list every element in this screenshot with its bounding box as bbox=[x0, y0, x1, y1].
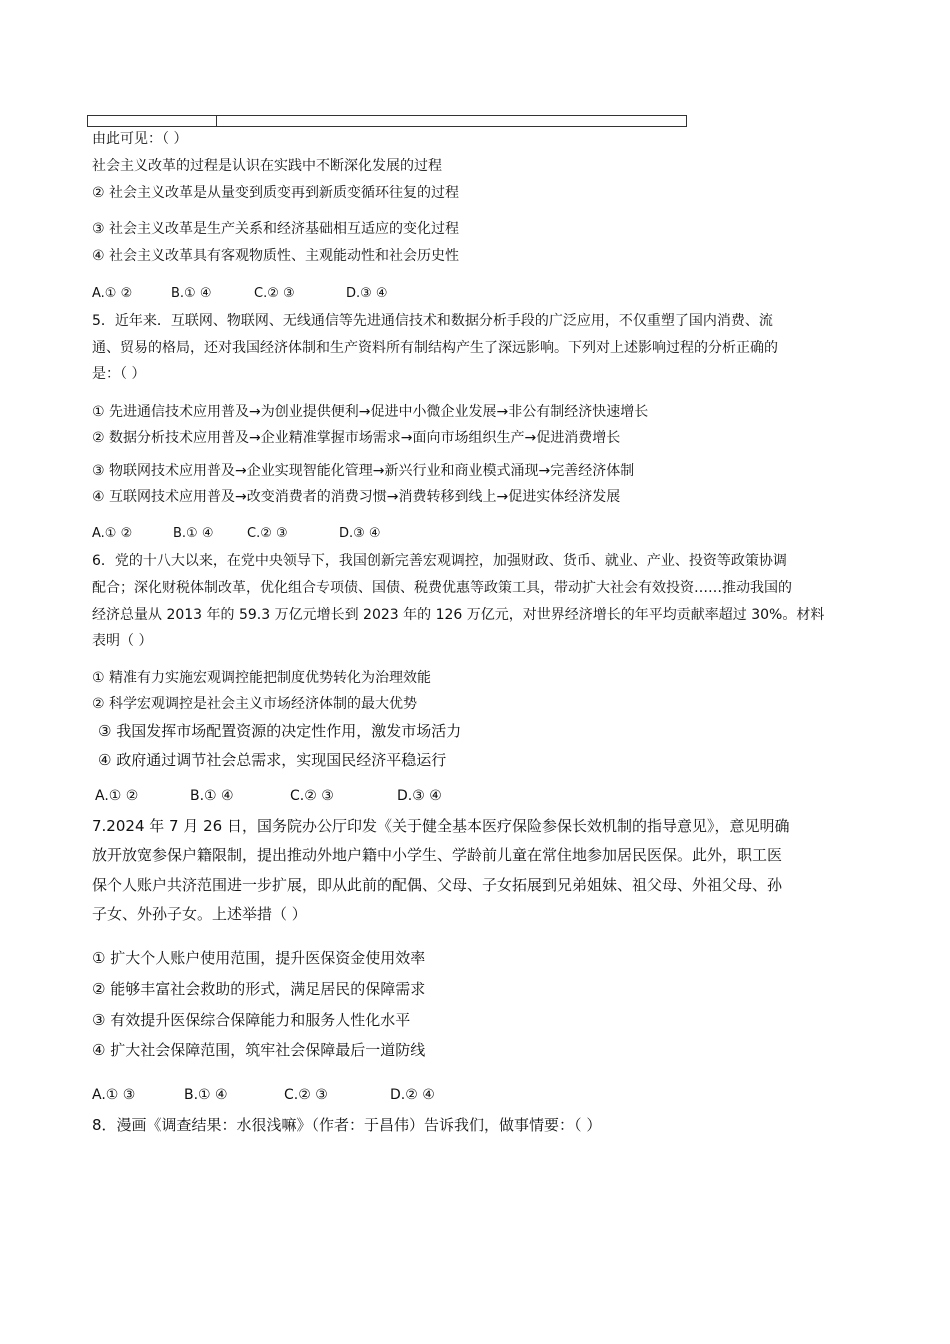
q7-item-4: ④ 扩大社会保障范围，筑牢社会保障最后一道防线 bbox=[92, 1041, 426, 1059]
q6-stem-2: 配合；深化财税体制改革，优化组合专项债、国债、税费优惠等政策工具，带动扩大社会有效投资……推动我国的 bbox=[92, 580, 792, 596]
q4-option-b[interactable]: B.① ④ bbox=[171, 286, 212, 301]
q7-option-c[interactable]: C.② ③ bbox=[284, 1087, 328, 1103]
q6-item-4: ④ 政府通过调节社会总需求，实现国民经济平稳运行 bbox=[98, 751, 447, 769]
q7-option-d[interactable]: D.② ④ bbox=[390, 1087, 435, 1103]
q4-item-4: ④ 社会主义改革具有客观物质性、主观能动性和社会历史性 bbox=[92, 248, 459, 264]
q7-stem-3: 保个人账户共济范围进一步扩展，即从此前的配偶、父母、子女拓展到兄弟姐妹、祖父母、外祖父母、孙 bbox=[92, 876, 783, 894]
q6-stem-3: 经济总量从 2013 年的 59.3 万亿元增长到 2023 年的 126 万亿元，对世界经济增长的年平均贡献率超过 30%。材料 bbox=[92, 607, 825, 623]
q5-stem-1: 5．近年来．互联网、物联网、无线通信等先进通信技术和数据分析手段的广泛应用，不仅重塑了国内消费、流 bbox=[92, 313, 773, 329]
q5-item-2: ② 数据分析技术应用普及→企业精准掌握市场需求→面向市场组织生产→促进消费增长 bbox=[92, 430, 621, 446]
q5-option-d[interactable]: D.③ ④ bbox=[339, 526, 381, 541]
q5-stem-2: 通、贸易的格局，还对我国经济体制和生产资料所有制结构产生了深远影响。下列对上述影响过程的分析正确的 bbox=[92, 340, 778, 356]
q6-option-b[interactable]: B.① ④ bbox=[190, 788, 234, 804]
q6-option-c[interactable]: C.② ③ bbox=[290, 788, 334, 804]
q6-item-3: ③ 我国发挥市场配置资源的决定性作用，激发市场活力 bbox=[98, 722, 462, 740]
q6-stem-1: 6．党的十八大以来，在党中央领导下，我国创新完善宏观调控，加强财政、货币、就业、产业、投资等政策协调 bbox=[92, 553, 787, 569]
q5-option-c[interactable]: C.② ③ bbox=[247, 526, 288, 541]
q6-option-d[interactable]: D.③ ④ bbox=[397, 788, 442, 804]
q7-item-3: ③ 有效提升医保综合保障能力和服务人性化水平 bbox=[92, 1011, 411, 1029]
q7-stem-1: 7.2024 年 7 月 26 日，国务院办公厅印发《关于健全基本医疗保险参保长效机制的指导意见》，意见明确 bbox=[92, 817, 790, 835]
q5-item-4: ④ 互联网技术应用普及→改变消费者的消费习惯→消费转移到线上→促进实体经济发展 bbox=[92, 489, 621, 505]
table-divider bbox=[216, 116, 217, 126]
q4-option-c[interactable]: C.② ③ bbox=[254, 286, 295, 301]
q6-stem-4: 表明（ ） bbox=[92, 633, 153, 649]
q5-item-1: ① 先进通信技术应用普及→为创业提供便利→促进中小微企业发展→非公有制经济快速增长 bbox=[92, 404, 649, 420]
q7-stem-4: 子女、外孙子女。上述举措（ ） bbox=[92, 905, 307, 923]
q6-item-1: ① 精准有力实施宏观调控能把制度优势转化为治理效能 bbox=[92, 670, 431, 686]
q5-option-a[interactable]: A.① ② bbox=[92, 526, 133, 541]
q6-option-a[interactable]: A.① ② bbox=[95, 788, 139, 804]
q8-stem: 8．漫画《调查结果：水很浅嘛》（作者：于昌伟）告诉我们，做事情要：（ ） bbox=[92, 1116, 602, 1134]
q4-item-3: ③ 社会主义改革是生产关系和经济基础相互适应的变化过程 bbox=[92, 221, 459, 237]
q7-item-1: ① 扩大个人账户使用范围，提升医保资金使用效率 bbox=[92, 949, 426, 967]
q6-item-2: ② 科学宏观调控是社会主义市场经济体制的最大优势 bbox=[92, 696, 417, 712]
q7-option-b[interactable]: B.① ④ bbox=[184, 1087, 228, 1103]
q5-option-b[interactable]: B.① ④ bbox=[173, 526, 214, 541]
q4-item-1: 社会主义改革的过程是认识在实践中不断深化发展的过程 bbox=[92, 158, 442, 174]
q7-item-2: ② 能够丰富社会救助的形式，满足居民的保障需求 bbox=[92, 980, 426, 998]
q5-stem-3: 是：（ ） bbox=[92, 366, 146, 382]
q4-option-a[interactable]: A.① ② bbox=[92, 286, 133, 301]
q4-item-2: ② 社会主义改革是从量变到质变再到新质变循环往复的过程 bbox=[92, 185, 459, 201]
table-fragment bbox=[87, 115, 687, 127]
q7-stem-2: 放开放宽参保户籍限制，提出推动外地户籍中小学生、学龄前儿童在常住地参加居民医保。此外，职工医 bbox=[92, 846, 783, 864]
q7-option-a[interactable]: A.① ③ bbox=[92, 1087, 136, 1103]
q5-item-3: ③ 物联网技术应用普及→企业实现智能化管理→新兴行业和商业模式涌现→完善经济体制 bbox=[92, 463, 635, 479]
q4-option-d[interactable]: D.③ ④ bbox=[346, 286, 388, 301]
q4-lead: 由此可见：（ ） bbox=[92, 131, 188, 147]
